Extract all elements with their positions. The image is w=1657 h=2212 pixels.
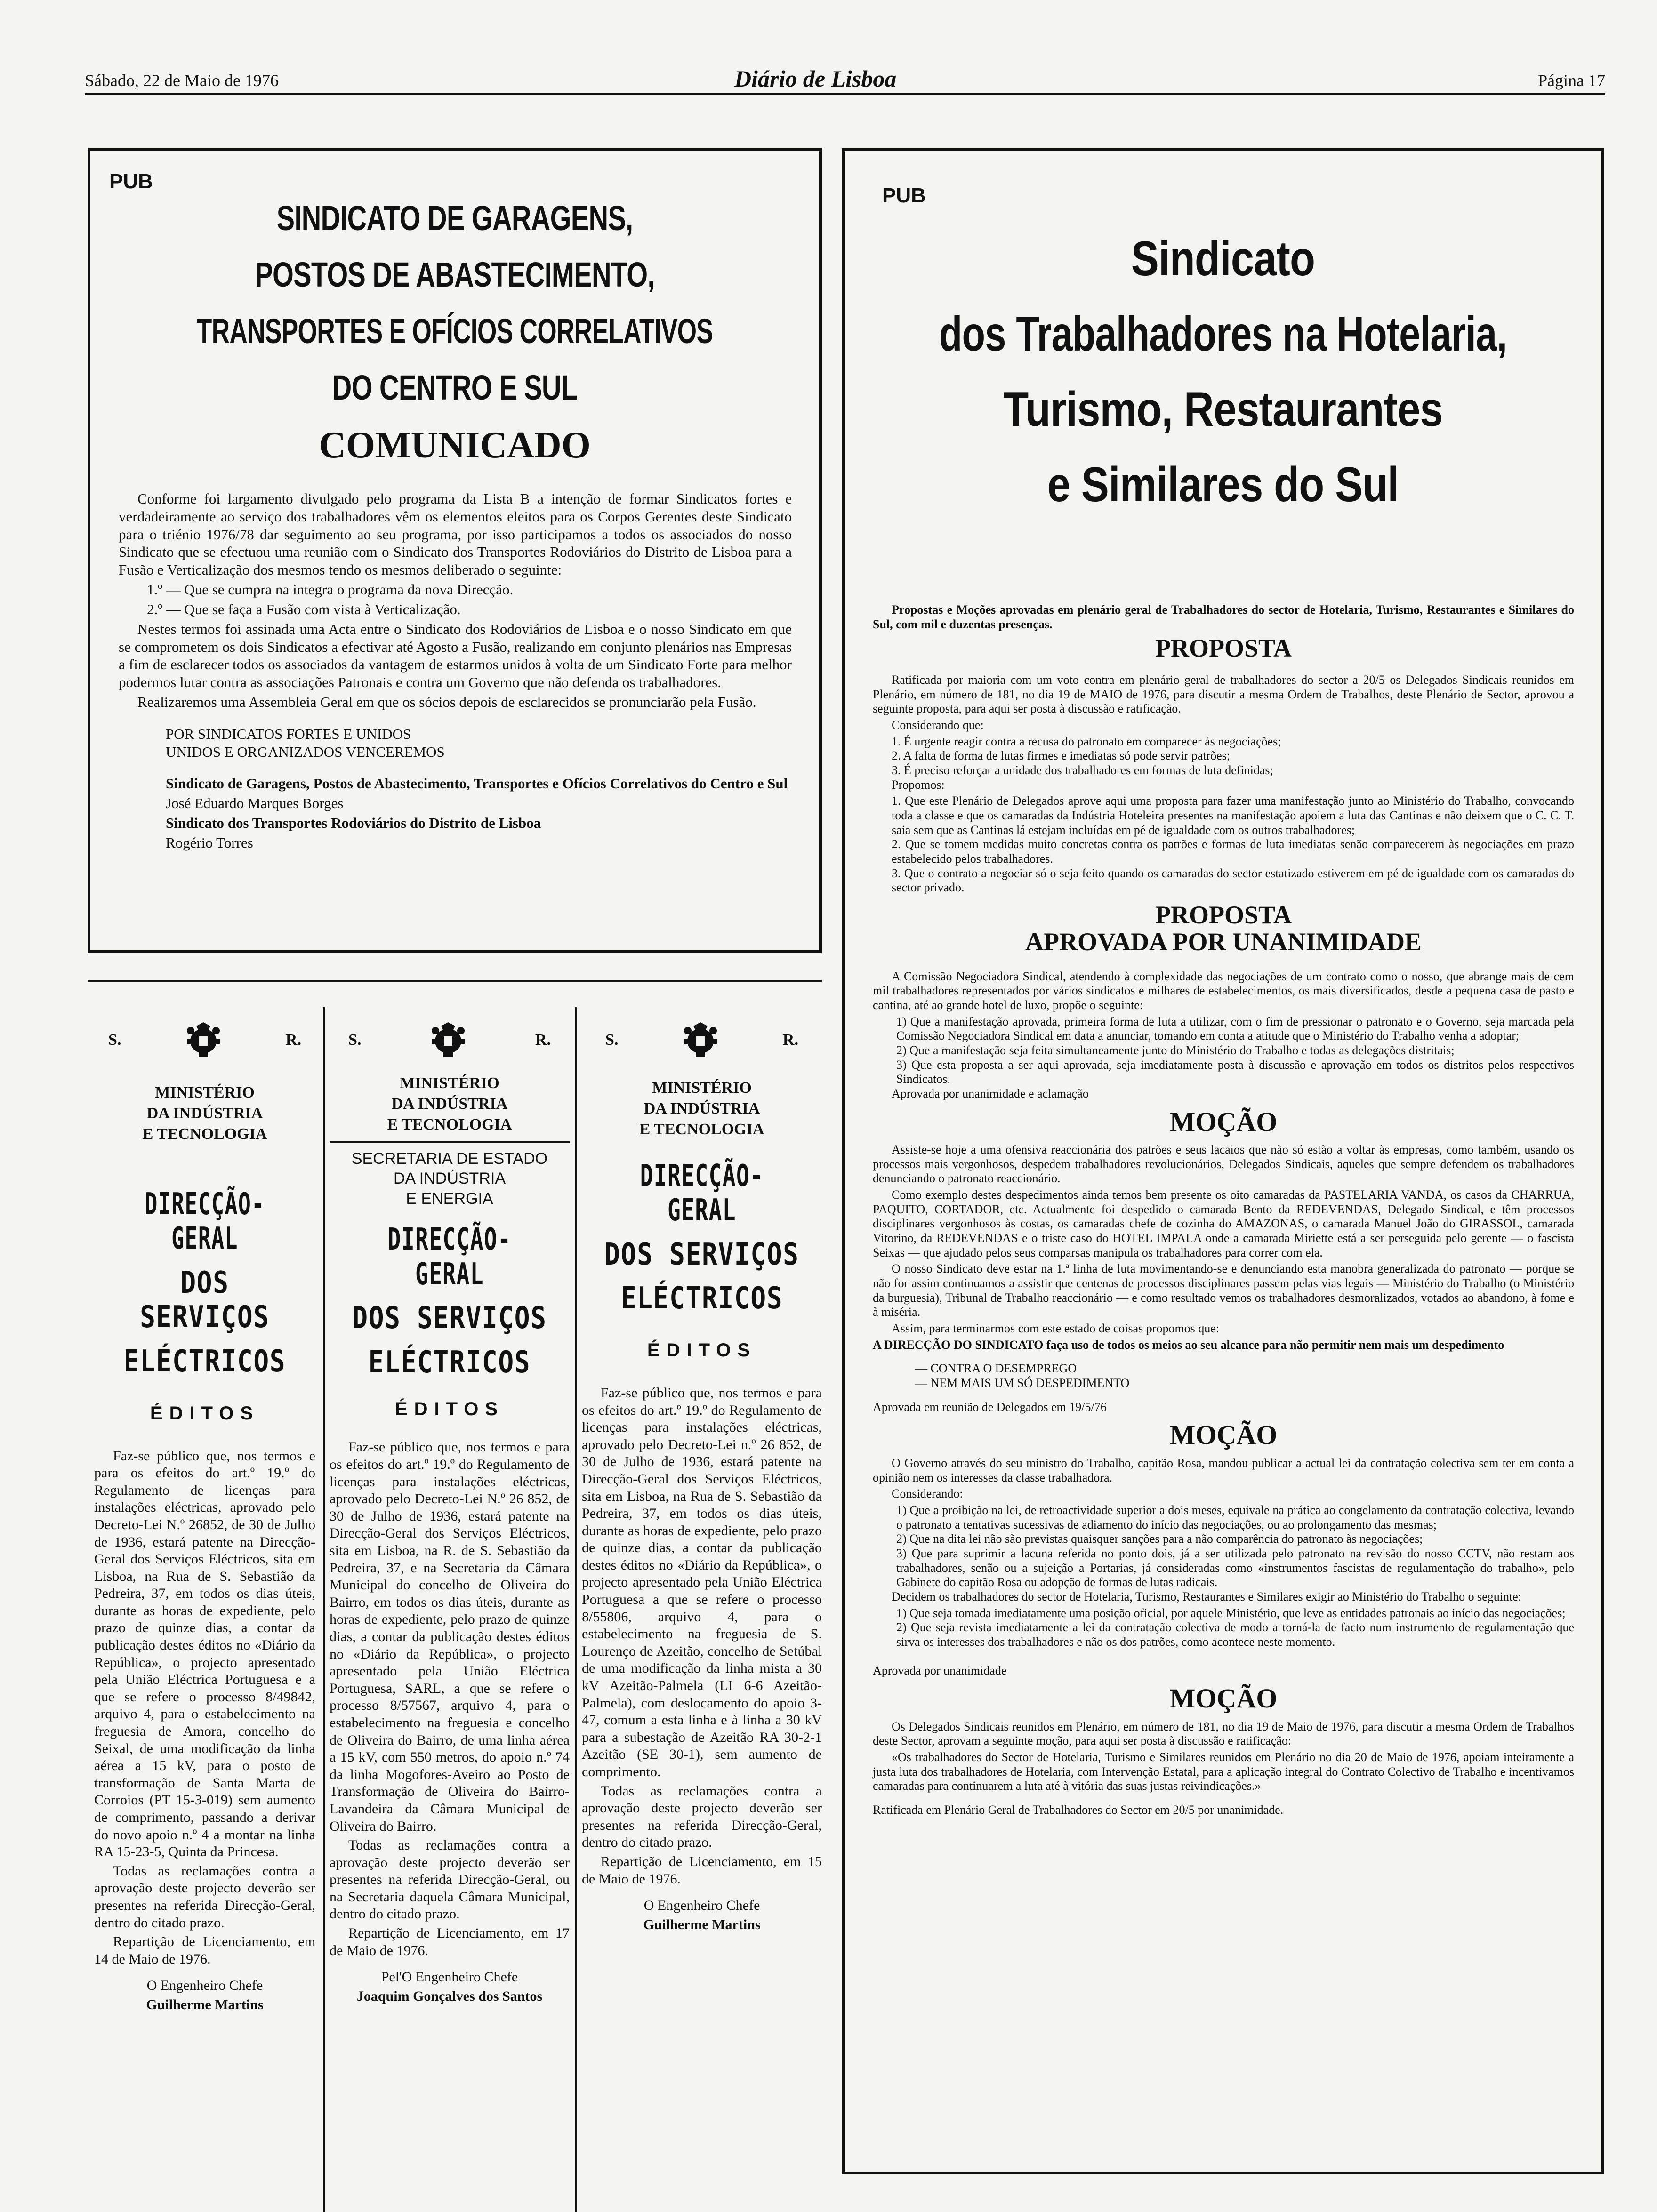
body-paragraph: Faz-se público que, nos termos e para os efeitos do art.º 19.º do Regulamento de licenças para instalações eléctricas, aprovado pelo Decreto-Lei n.º 26 852, de 30 de Julho de 1936, estará patente na Direcção-Geral dos Serviços Eléctricos, sita em Lisboa, na Rua de S. Sebastião da Pedreira, 37, em todos os dias úteis, durante as horas de expediente, pelo prazo de quinze dias, a contar da publicação destes éditos no «Diário da República», o projecto apresentado pela União Eléctrica Portuguesa a que se refere o processo 8/55806, arquivo 4, para o estabelecimento na freguesia de S. Lourenço de Azeitão, concelho de Setúbal de uma modificação da linha mista a 30 kV Azeitão-Palmela (LI 6-6 Azeitão-Palmela), com deslocamento do apoio 3-47, comum a esta linha e à linha a 30 kV para a subestação de Azeitão RA 30-2-1 Azeitão (SE 30-1), sem aumento de comprimento. <box>582 1385 822 1779</box>
dg-line: DIRECÇÃO-GERAL <box>640 1158 764 1228</box>
ministry-line: MINISTÉRIO <box>400 1074 499 1092</box>
proposal-items <box>896 1015 1574 1087</box>
approval-note: Aprovada em reunião de Delegados em 19/5/76 <box>873 1400 1107 1414</box>
dg-line: DOS SERVIÇOS <box>140 1265 270 1335</box>
dg-line: DOS SERVIÇOS <box>352 1301 547 1336</box>
body-paragraph: Todas as reclamações contra a aprovação deste projecto deverão ser presentes na referida Direcção-Geral, dentro do citado prazo. <box>582 1783 822 1851</box>
ministry-line: MINISTÉRIO <box>155 1084 255 1101</box>
editos-body <box>582 1385 822 1933</box>
list-item: 2) Que seja revista imediatamente a lei da contratação colectiva de modo a torná-la de facto num instrumento de regulamentação que sirva os interesses dos trabalhadores e não os dos patrões, como acontece neste momento. <box>896 1620 1574 1649</box>
approval-note: Ratificada em Plenário Geral de Trabalhadores do Sector em 20/5 por unanimidade. <box>873 1803 1284 1817</box>
dg-line: ELÉCTRICOS <box>368 1345 531 1380</box>
list-item: 3. Que o contrato a negociar só o seja feito quando os camaradas do sector estatizado estiverem em pé de igualdade com os camaradas do sector privado. <box>892 866 1574 895</box>
hotelaria-title-line: Sindicato <box>1131 232 1315 286</box>
list-item: 2) Que a manifestação seja feita simultaneamente junto do Ministério do Trabalho e todas as delegações distritais; <box>896 1043 1455 1057</box>
editos-body <box>94 1448 315 2014</box>
editos-notice <box>582 1021 822 2198</box>
direccao-geral-heading <box>94 1187 315 1379</box>
signature-org: Sindicato dos Transportes Rodoviários do Distrito de Lisboa <box>166 815 541 831</box>
hotelaria-title-line: e Similares do Sul <box>1047 457 1399 512</box>
signature-role: Pel'O Engenheiro Chefe <box>381 1969 518 1985</box>
place-date: Repartição de Licenciamento, em 15 de Maio de 1976. <box>582 1853 822 1887</box>
body-paragraph: Faz-se público que, nos termos e para os efeitos do art.º 19.º do Regulamento de licenças para instalações eléctricas, aprovado pelo Decreto-Lei N.º 26 852, de 30 de Julho de 1936, estará patente na Direcção-Geral dos Serviços Eléctricos, sita em Lisboa, na R. de S. Sebastião da Pedreira, 37, e na Secretaria da Câmara Municipal do concelho de Oliveira do Bairro, em todos os dias úteis, durante as horas de expediente, pelo prazo de quinze dias, a contar da publicação destes éditos no «Diário da República», o projecto apresentado pela União Eléctrica Portuguesa, SARL, a que se refere o processo 8/57567, arquivo 4, para o estabelecimento na freguesia e concelho de Oliveira do Bairro, de uma linha aérea a 15 kV, com 550 metros, do apoio n.º 74 da linha Mogofores-Aveiro ao Posto de Transformação de Oliveira do Bairro-Lavandeira da Câmara Municipal de Oliveira do Bairro. <box>330 1439 570 1834</box>
column-divider <box>323 1007 325 2212</box>
signature-name: Rogério Torres <box>166 834 253 851</box>
direccao-geral-heading <box>330 1223 570 1380</box>
hotelaria-title <box>845 231 1601 532</box>
secretaria-name <box>330 1149 570 1209</box>
header-rule <box>85 93 1605 95</box>
body-paragraph: Ratificada por maioria com um voto contra em plenário geral de trabalhadores do sector a 20/5 os Delegados Sindicais reunidos em Plenário, em número de 181, no dia 19 de MAIO de 1976, para discutir a mesma Ordem de Trabalhos, deste Plenário de Sector, aprovou a seguinte proposta, para aqui ser posta à discussão e ratificação. <box>873 673 1574 716</box>
newspaper-name: Diário de Lisboa <box>734 65 897 92</box>
secretaria-line: SECRETARIA DE ESTADO <box>351 1149 548 1168</box>
list-item: 1) Que a proibição na lei, de retroactividade superior a dois meses, equivale na prática ao congelamento da contratação colectiva, levando o patronato a tentativas sucessivas de adiamento do início das negociações, ou ao prolongamento das mesmas; <box>896 1503 1574 1531</box>
editos-label: ÉDITOS <box>150 1403 260 1424</box>
mocao-heading: MOÇÃO <box>1169 1683 1278 1714</box>
sr-right: R. <box>535 1031 551 1049</box>
slogan: UNIDOS E ORGANIZADOS VENCEREMOS <box>166 743 445 760</box>
secretaria-line: DA INDÚSTRIA <box>393 1170 506 1188</box>
ministry-line: DA INDÚSTRIA <box>643 1100 760 1118</box>
propomos-list <box>892 794 1574 895</box>
ministry-name <box>330 1073 570 1136</box>
body-paragraph: Decidem os trabalhadores do sector de Hotelaria, Turismo, Restaurantes e Similares exigir ao Ministério do Trabalho o seguinte: <box>892 1589 1522 1603</box>
body-paragraph: Faz-se público que, nos termos e para os efeitos do art.º 19.º do Regulamento de licenças para instalações eléctricas, aprovado pelo Decreto-Lei N.º 26852, de 30 de Julho de 1936, estará patente na Direcção-Geral dos Serviços Eléctricos, sita em Lisboa, na Rua de S. Sebastião da Pedreira, 37, em todos os dias úteis, durante as horas de expediente, pelo prazo de quinze dias, a contar da publicação destes éditos no «Diário da República», o projecto apresentado pela União Eléctrica Portuguesa e a que se refere o processo 8/49842, arquivo 4, para o estabelecimento na freguesia de Amora, concelho do Seixal, de uma modificação da linha aérea a 15 kV, para o posto de transformação de Santa Marta de Corroios (PT 15-3-019) sem aumento de comprimento, passando a derivar do novo apoio n.º 4 a montar na linha RA 15-23-5, Quinta da Princesa. <box>94 1448 315 1860</box>
republic-emblem-icon <box>422 1021 474 1059</box>
republic-emblem-icon <box>675 1021 726 1059</box>
body-paragraph: Os Delegados Sindicais reunidos em Plenário, em número de 181, no dia 19 de Maio de 1976, para discutir a mesma Ordem de Trabalhos deste Sector, aprovam a seguinte moção, para aqui ser posta à discussão e ratificação: <box>873 1719 1574 1748</box>
list-item: 3) Que para suprimir a lacuna referida no ponto dois, já a ser utilizada pelo patronato na revisão do nosso CCTV, não restam aos trabalhadores, senão ou a sujeição a Portarias, já consideradas como «instrumentos fascistas de regulamentação do trabalho», pelo Gabinete do capitão Rosa ou adopção de formas de lutas radicais. <box>896 1546 1574 1589</box>
editos-label: ÉDITOS <box>647 1339 757 1361</box>
signature-org: Sindicato de Garagens, Postos de Abastecimento, Transportes e Ofícios Correlativos do Centro e Sul <box>166 775 788 792</box>
body-paragraph: Assiste-se hoje a uma ofensiva reaccionária dos patrões e seus lacaios que não só estão a voltar às empresas, como também, usando os processos mais vergonhosos, despedem trabalhadores revolucionários, Delegados Sindicais, aqueles que sempre defendem os trabalhadores denunciando o patronato reaccionário. <box>873 1143 1574 1186</box>
ministry-line: E TECNOLOGIA <box>639 1121 764 1138</box>
editos-body <box>330 1439 570 2005</box>
list-item: 1) Que a manifestação aprovada, primeira forma de luta a utilizar, com o fim de pressionar o patronato e o Governo, seja marcada pela Comissão Negociadora Sindical em data a anunciar, tomando em conta a atitude que o Ministério do Trabalho venha a adoptar; <box>896 1014 1574 1043</box>
dg-line: DOS SERVIÇOS <box>604 1237 799 1272</box>
ministry-line: E TECNOLOGIA <box>142 1125 267 1143</box>
body-paragraph: Nestes termos foi assinada uma Acta entre o Sindicato dos Rodoviários de Lisboa e o nosso Sindicato em que se comprometem os dois Sindicatos a efectivar até Agosto a Fusão, realizando em conjunto plenários nas Empresas a fim de esclarecer todos os associados da vantagem de estarmos unidos à volta de um Sindicato Forte para melhor podermos lutar contra as associações Patronais e contra um Governo que não defenda os trabalhadores. <box>119 620 792 691</box>
signature-name: José Eduardo Marques Borges <box>166 795 344 812</box>
secretaria-line: E ENERGIA <box>406 1189 493 1208</box>
header-date: Sábado, 22 de Maio de 1976 <box>85 71 279 90</box>
list-item: 1. É urgente reagir contra a recusa do patronato em comparecer às negociações; <box>892 734 1281 748</box>
direccao-geral-heading <box>582 1159 822 1316</box>
list-label: Considerando que: <box>892 718 984 732</box>
sr-left: S. <box>348 1031 362 1049</box>
proposta-heading: PROPOSTA <box>1155 634 1292 663</box>
page-header <box>85 65 1605 99</box>
mocao-heading: MOÇÃO <box>1169 1106 1278 1137</box>
list-item: 1. Que este Plenário de Delegados aprove aqui uma proposta para fazer uma manifestação junto ao Ministério do Trabalho, convocando toda a classe e que os camaradas da Indústria Hoteleira presentes na manifestação apoiem a luta das Cantinas e não deixem que o C. C. T. saia sem que as Cantinas lá estejam incluídas em pé de igualdade com os outros trabalhadores; <box>892 794 1574 837</box>
emblem-row <box>582 1021 822 1059</box>
list-item: 1) Que seja tomada imediatamente uma posição oficial, por aquele Ministério, que leve as entidades patronais ao início das negociações; <box>896 1606 1566 1620</box>
dg-line: DIRECÇÃO-GERAL <box>145 1186 265 1257</box>
mocao-heading: MOÇÃO <box>1169 1419 1278 1451</box>
signature-name: Guilherme Martins <box>643 1916 761 1932</box>
hotelaria-title-line: dos Trabalhadores na Hotelaria, <box>939 307 1507 361</box>
emblem-row <box>94 1021 315 1059</box>
sr-right: R. <box>782 1031 798 1049</box>
ministry-name <box>582 1078 822 1140</box>
signature-role: O Engenheiro Chefe <box>643 1898 760 1914</box>
signature-name: Joaquim Gonçalves dos Santos <box>356 1988 543 2004</box>
list-item: 2. Que se tomem medidas muito concretas contra os patrões e formas de luta imediatas senão comparecerem às negociações em prazo estabelecido pelos trabalhadores. <box>892 837 1574 866</box>
demands-list <box>896 1606 1574 1650</box>
emblem-row <box>330 1021 570 1059</box>
signature-role: O Engenheiro Chefe <box>146 1978 263 1994</box>
sr-left: S. <box>108 1031 121 1049</box>
comunicado-heading: COMUNICADO <box>319 425 591 466</box>
ministry-line: DA INDÚSTRIA <box>146 1105 263 1122</box>
ministry-line: MINISTÉRIO <box>652 1079 752 1097</box>
intro: Propostas e Moções aprovadas em plenário geral de Trabalhadores do sector de Hotelaria, Turismo, Restaurantes e Similares do Sul, com mil e duzentas presenças. <box>873 603 1574 631</box>
considerando-list <box>896 1503 1574 1590</box>
slogan: POR SINDICATOS FORTES E UNIDOS <box>166 725 411 742</box>
body-paragraph: A Comissão Negociadora Sindical, atendendo à complexidade das negociações de um contrato como o nosso, que abrange mais de cem mil trabalhadores representados por vários sindicatos e milhares de estabelecimentos, os mais diversificados, desde a pequena casa de pasto e cantina, até ao grande hotel de luxo, propõe o seguinte: <box>873 969 1574 1012</box>
body-paragraph: A DIRECÇÃO DO SINDICATO faça uso de todos os meios ao seu alcance para não permitir nem mais um despedimento <box>873 1338 1504 1352</box>
garagens-ad <box>88 148 822 953</box>
body-paragraph: Todas as reclamações contra a aprovação deste projecto deverão ser presentes na referida Direcção-Geral, ou na Secretaria daquela Câmara Municipal, dentro do citado prazo. <box>330 1837 570 1922</box>
page-number: Página 17 <box>1538 71 1605 90</box>
editos-notice <box>94 1021 315 2198</box>
body-paragraph: Realizaremos uma Assembleia Geral em que os sócios depois de esclarecidos se pronunciarão pela Fusão. <box>137 693 756 710</box>
section-divider <box>88 980 822 982</box>
body-paragraph: O nosso Sindicato deve estar na 1.ª linha de luta movimentando-se e denunciando esta manobra generalizada do patronato — porque se não for assim continuamos a assistir que centenas de processos disciplinares passem pelas vias legais — Ministério do Trabalho (o Ministério da burguesia), Tribunal de Trabalho reaccionário — e como resultado vemos os trabalhadores desmoralizados, votados ao abandono, à fome e à miséria. <box>873 1262 1574 1319</box>
approval-note: Aprovada por unanimidade e aclamação <box>892 1086 1089 1100</box>
garagens-title-line: TRANSPORTES E OFÍCIOS CORRELATIVOS <box>196 312 713 351</box>
slogan: — NEM MAIS UM SÓ DESPEDIMENTO <box>915 1376 1130 1390</box>
slogan: — CONTRA O DESEMPREGO <box>915 1362 1077 1376</box>
column-divider <box>575 1007 577 2212</box>
editos-label: ÉDITOS <box>394 1399 505 1420</box>
list-item: 1.º — Que se cumpra na integra o programa da nova Direcção. <box>147 581 514 598</box>
hotelaria-ad <box>842 148 1604 2174</box>
approval-note: Aprovada por unanimidade <box>873 1663 1007 1677</box>
place-date: Repartição de Licenciamento, em 17 de Maio de 1976. <box>330 1925 570 1958</box>
ministry-line: E TECNOLOGIA <box>387 1116 512 1134</box>
secretaria-rule <box>330 1141 570 1143</box>
hotelaria-title-line: Turismo, Restaurantes <box>1003 382 1443 437</box>
body-paragraph: Conforme foi largamento divulgado pelo programa da Lista B a intenção de formar Sindicatos fortes e verdadeiramente ao serviço dos trabalhadores vêm os elementos eleitos para os Corpos Gerentes deste Sindicato para o triénio 1976/78 dar seguimento ao seu programa, por isso participamos a todos os associados do nosso Sindicato que se efectuou uma reunião com o Sindicato dos Transportes Rodoviários do Distrito de Lisboa para a Fusão e Verticalização dos mesmos tendo os mesmos deliberado o seguinte: <box>119 490 792 578</box>
republic-emblem-icon <box>177 1021 229 1059</box>
garagens-title-line: DO CENTRO E SUL <box>332 368 578 407</box>
list-label: Considerando: <box>892 1487 963 1501</box>
hotelaria-body <box>873 603 1574 1819</box>
body-paragraph: Como exemplo destes despedimentos ainda temos bem presente os oito camaradas da PASTELARIA VANDA, os casos da CHARRUA, PAQUITO, CORTADOR, etc. Actualmente foi despedido o camarada Bento da REDEVENDAS, Delegado Sindical, e têm processos disciplinares vergonhosos às costas, os camaradas chefe de cozinha do AMAZONAS, o camarada Manuel João do GIRASSOL, camarada Vitorino, da REDEVENDAS e o triste caso do HOTEL IMPALA onde a camarada Miriette está a ser perseguida pelo gerente — o fascista Seixas — que ajudado pelos seus comparsas manipula os trabalhadores para correr com ela. <box>873 1188 1574 1259</box>
list-item: 2. A falta de forma de lutas firmes e imediatas só pode servir patrões; <box>892 749 1231 763</box>
sr-right: R. <box>285 1031 301 1049</box>
editos-notice <box>330 1021 570 2198</box>
dg-line: DIRECÇÃO-GERAL <box>387 1222 512 1292</box>
garagens-body <box>119 490 792 854</box>
list-item: 2.º — Que se faça a Fusão com vista à Verticalização. <box>147 601 461 617</box>
pub-label: PUB <box>882 184 926 207</box>
body-paragraph: Todas as reclamações contra a aprovação deste projecto deverão ser presentes na referida Direcção-Geral, dentro do citado prazo. <box>94 1863 315 1931</box>
list-item: 2) Que na dita lei não são previstas quaisquer sanções para a não comparência do patronato às negociações; <box>896 1532 1423 1546</box>
place-date: Repartição de Licenciamento, em 14 de Maio de 1976. <box>94 1934 315 1967</box>
body-paragraph: O Governo através do seu ministro do Trabalho, capitão Rosa, mandou publicar a actual lei da contratação colectiva sem ter em conta a opinião nem os interesses da classe trabalhadora. <box>873 1456 1574 1484</box>
pub-label: PUB <box>109 170 153 193</box>
dg-line: ELÉCTRICOS <box>620 1281 783 1316</box>
list-label: Propomos: <box>892 777 945 792</box>
ministry-name <box>94 1082 315 1145</box>
proposta-heading: PROPOSTA <box>1155 901 1292 930</box>
list-item: 3) Que esta proposta a ser aqui aprovada, seja imediatamente posta à discussão e aprovação em todos os distritos pelos respectivos Sindicatos. <box>896 1058 1574 1086</box>
aprovada-heading: APROVADA POR UNANIMIDADE <box>1025 927 1422 956</box>
garagens-title <box>90 198 819 419</box>
ministry-line: DA INDÚSTRIA <box>391 1095 508 1113</box>
dg-line: ELÉCTRICOS <box>123 1344 286 1379</box>
garagens-title-line: SINDICATO DE GARAGENS, <box>276 199 633 238</box>
signature-name: Guilherme Martins <box>146 1996 264 2012</box>
body-paragraph: Assim, para terminarmos com este estado de coisas propomos que: <box>892 1322 1220 1336</box>
sr-left: S. <box>605 1031 619 1049</box>
garagens-title-line: POSTOS DE ABASTECIMENTO, <box>255 255 655 294</box>
considerando-list <box>892 735 1574 778</box>
body-paragraph: «Os trabalhadores do Sector de Hotelaria, Turismo e Similares reunidos em Plenário no dia 20 de Maio de 1976, apoiam inteiramente a justa luta dos trabalhadores de Hotelaria, com Intervenção Estatal, para a aplicação integral do Contrato Colectivo de Trabalho e incentivamos camaradas para continuarem a luta até à vitória das suas justas reivindicações.» <box>873 1750 1574 1793</box>
list-item: 3. É preciso reforçar a unidade dos trabalhadores em formas de luta definidas; <box>892 763 1273 777</box>
